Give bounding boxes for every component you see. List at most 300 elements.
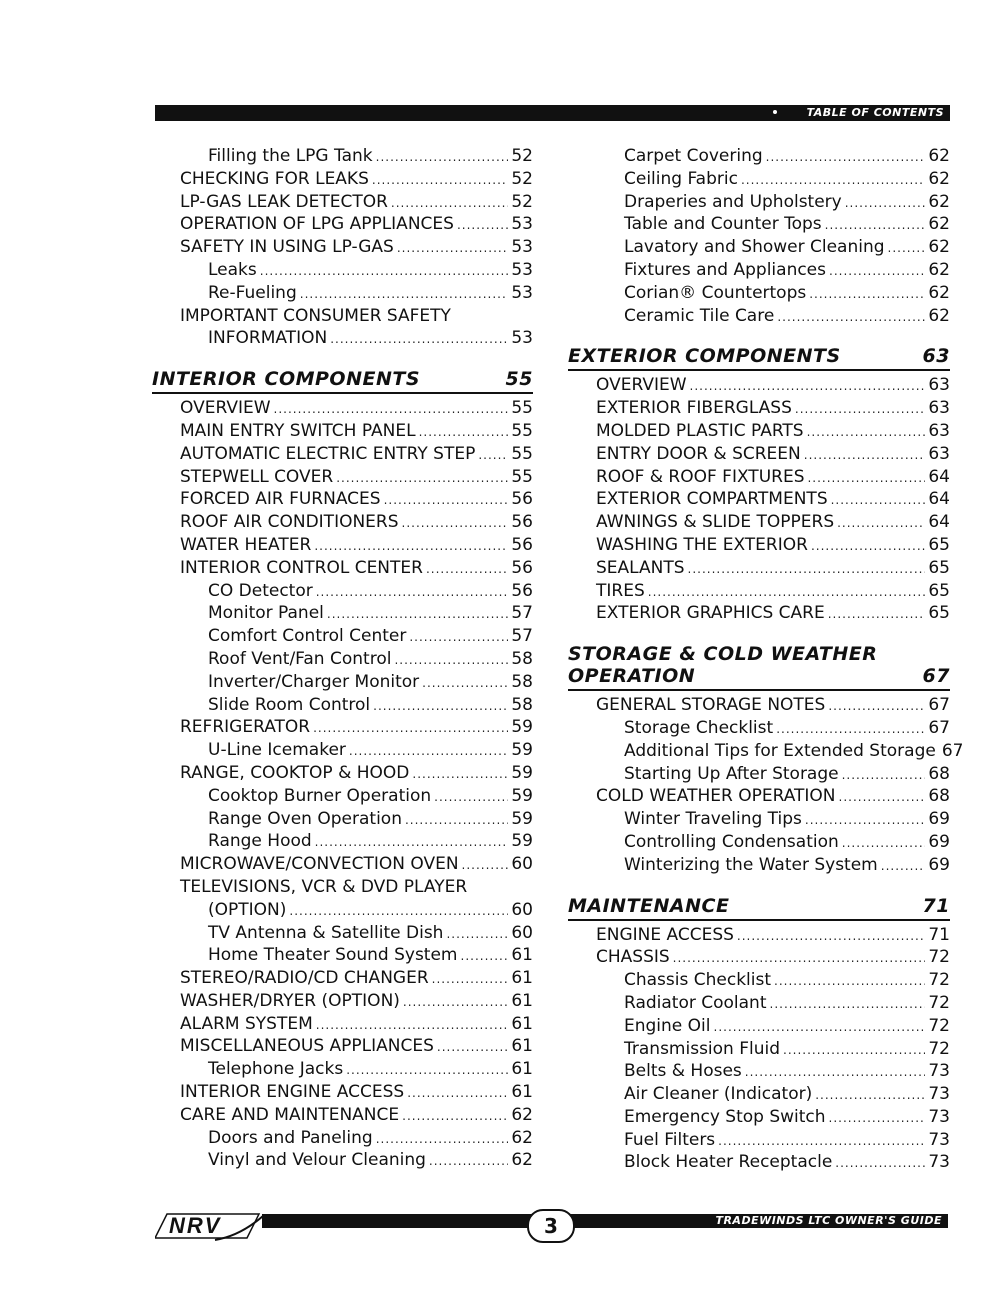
toc-entry-title: AWNINGS & SLIDE TOPPERS [596,512,835,533]
toc-entry-page: 69 [928,854,950,875]
toc-entry [568,443,950,466]
toc-entry-title: Carpet Covering [624,146,763,166]
toc-entry [568,168,950,191]
toc-entry-title: EXTERIOR FIBERGLASS [596,398,792,419]
right-entries [568,145,950,327]
toc-entry-page: 72 [928,1038,950,1059]
toc-entry [568,1106,950,1129]
toc-dot-leader [372,169,508,192]
exterior-title: EXTERIOR COMPONENTS [568,345,841,368]
toc-entry-page: 58 [511,671,533,692]
toc-dot-leader [690,375,926,398]
toc-entry-title: Belts & Hoses [624,1061,742,1082]
toc-entry-page: 67 [928,695,950,716]
toc-entry-title: STEPWELL COVER [180,466,334,487]
toc-entry-page: 61 [511,968,533,989]
toc-entry-page: 55 [511,420,533,441]
toc-dot-leader [828,603,926,626]
toc-entry-page: 62 [511,1127,533,1148]
toc-entry-page: 59 [511,717,533,738]
toc-entry-page: 55 [511,398,533,419]
storage-heading [568,643,950,687]
toc-entry [568,259,950,282]
toc-entry-page: 62 [511,1104,533,1125]
toc-entry-page: 73 [928,1152,950,1173]
interior-title: INTERIOR COMPONENTS [152,368,421,391]
toc-entry [152,899,533,922]
toc-entry-page: 72 [928,1015,950,1036]
toc-dot-leader [313,717,508,740]
toc-entry-title: EXTERIOR GRAPHICS CARE [596,603,825,624]
toc-entry [152,876,533,899]
toc-dot-leader [315,831,509,854]
toc-entry [568,602,950,625]
toc-dot-leader [837,512,925,535]
toc-entry-page: 63 [928,420,950,441]
toc-entry-page: 65 [928,557,950,578]
footer-bar [262,1214,948,1228]
toc-entry-page: 53 [511,282,533,303]
toc-entry-title: Air Cleaner (Indicator) [624,1084,813,1105]
toc-entry [568,1129,950,1152]
toc-entry [568,1060,950,1083]
toc-entry-page: 64 [928,466,950,487]
toc-entry [152,990,533,1013]
toc-entry-title: MICROWAVE/CONVECTION OVEN [180,854,459,875]
toc-entry-page: 61 [511,1059,533,1080]
toc-entry [152,785,533,808]
toc-entry [152,443,533,466]
toc-entry-title: LP-GAS LEAK DETECTOR [180,191,388,212]
toc-entry-title: ENGINE ACCESS [596,924,734,945]
toc-entry [152,282,533,305]
toc-entry [152,145,533,168]
toc-entry [568,946,950,969]
toc-dot-leader [407,1082,508,1105]
toc-dot-leader [829,260,925,283]
toc-dot-leader [376,1128,509,1151]
toc-entry-title: Telephone Jacks [208,1059,344,1080]
toc-entry-title: Engine Oil [624,1015,711,1036]
toc-entry [152,808,533,831]
toc-dot-leader [783,1039,925,1062]
toc-entry-page: 59 [511,740,533,761]
toc-dot-leader [462,854,509,877]
toc-dot-leader [422,672,508,695]
toc-entry-title: Home Theater Sound System [208,945,458,966]
toc-entry [152,511,533,534]
toc-dot-leader [373,695,508,718]
toc-dot-leader [809,283,925,306]
maintenance-rule [568,919,950,921]
toc-entry [152,967,533,990]
toc-entry [568,969,950,992]
left-entries [152,145,533,350]
toc-entry [152,694,533,717]
toc-dot-leader [419,421,509,444]
toc-entry [152,420,533,443]
toc-entry-page: 73 [928,1129,950,1150]
toc-entry-title: MOLDED PLASTIC PARTS [596,420,804,441]
toc-entry-title: CO Detector [208,580,313,601]
toc-entry [152,557,533,580]
toc-entry [152,1104,533,1127]
toc-dot-leader [405,809,508,832]
interior-page: 55 [505,368,533,391]
maintenance-section [568,895,950,1175]
toc-entry-page: 62 [928,168,950,189]
toc-entry [152,191,533,214]
toc-entry [568,374,950,397]
toc-entry-page: 56 [511,557,533,578]
toc-entry [568,145,950,168]
toc-entry-title: Table and Counter Tops [624,214,822,235]
toc-entry-page: 61 [511,945,533,966]
toc-dot-leader [391,192,508,215]
toc-entry-title: INTERIOR CONTROL CENTER [180,557,423,578]
toc-entry [152,1013,533,1036]
exterior-heading [568,345,950,367]
toc-entry-title: CARE AND MAINTENANCE [180,1104,400,1125]
toc-dot-leader [384,489,509,512]
toc-dot-leader [825,214,926,237]
toc-dot-leader [839,786,926,809]
toc-entry-title: Vinyl and Velour Cleaning [208,1150,426,1171]
toc-entry [568,1038,950,1061]
toc-entry [152,671,533,694]
toc-entry-page: 69 [928,809,950,830]
toc-entry [152,236,533,259]
toc-entry [568,854,950,877]
toc-entry-page: 56 [511,489,533,510]
toc-entry-title: OPERATION OF LPG APPLIANCES [180,214,454,235]
toc-dot-leader [777,306,925,329]
toc-entry-page: 72 [928,947,950,968]
toc-entry-page: 71 [928,924,950,945]
toc-entry-title: Filling the LPG Tank [208,146,373,166]
toc-entry-title: INFORMATION [208,328,328,349]
toc-entry-title: Starting Up After Storage [624,763,839,784]
toc-dot-leader [437,1036,508,1059]
toc-entry [568,282,950,305]
toc-entry [152,1035,533,1058]
exterior-rule [568,369,950,371]
toc-entry-title: WASHING THE EXTERIOR [596,534,808,555]
toc-entry-title: Slide Room Control [208,694,371,715]
toc-entry [568,785,950,808]
header-bar [155,105,950,121]
toc-entry [568,557,950,580]
toc-entry [568,397,950,420]
toc-entry-title: Ceramic Tile Care [624,305,775,326]
toc-dot-leader [807,467,925,490]
toc-entry-page: 58 [511,648,533,669]
toc-entry [152,762,533,785]
toc-entry-page: 62 [928,305,950,326]
toc-entry [152,1058,533,1081]
exterior-entries [568,374,950,625]
toc-entry-page: 67 [928,717,950,738]
toc-entry-page: 60 [511,922,533,943]
toc-entry [568,1151,950,1174]
toc-entry-page: 52 [511,191,533,212]
page-number: 3 [527,1209,575,1243]
toc-entry-title: Doors and Paneling [208,1127,373,1148]
toc-dot-leader [745,1061,926,1084]
toc-entry-page: 64 [928,489,950,510]
toc-dot-leader [688,558,926,581]
toc-entry-title: Fixtures and Appliances [624,259,826,280]
toc-dot-leader [805,809,925,832]
toc-dot-leader [831,489,926,512]
toc-entry-title: Lavatory and Shower Cleaning [624,237,885,258]
toc-entry-title: Inverter/Charger Monitor [208,671,420,692]
toc-dot-leader [807,421,926,444]
toc-entry-title: ALARM SYSTEM [180,1013,313,1034]
toc-entry-page: 56 [511,534,533,555]
toc-entry [568,191,950,214]
toc-entry-page: 59 [511,762,533,783]
toc-entry-page: 63 [928,375,950,396]
toc-entry-page: 57 [511,603,533,624]
toc-dot-leader [829,1107,926,1130]
toc-entry [568,534,950,557]
toc-entry-title: AUTOMATIC ELECTRIC ENTRY STEP [180,443,476,464]
toc-entry [568,694,950,717]
storage-page: 67 [922,665,950,688]
toc-dot-leader [835,1152,925,1175]
toc-entry-page: 69 [928,831,950,852]
toc-dot-leader [766,146,926,169]
toc-entry-page: 59 [511,808,533,829]
nrv-logo [155,1208,265,1242]
maintenance-entries [568,924,950,1175]
right-column [568,145,964,1174]
toc-entry [152,1127,533,1150]
header-title: TABLE OF CONTENTS [806,106,944,119]
storage-title-line2: OPERATION [568,665,696,688]
toc-entry [568,740,964,763]
toc-dot-leader [776,718,925,741]
toc-entry-page: 62 [928,191,950,212]
toc-entry-title: Storage Checklist [624,717,774,738]
toc-entry-page: 65 [928,534,950,555]
toc-entry-page: 61 [511,1036,533,1057]
toc-entry-page: 68 [928,763,950,784]
toc-dot-leader [402,1105,508,1128]
toc-entry-title: Emergency Stop Switch [624,1106,826,1127]
toc-entry-title: MISCELLANEOUS APPLIANCES [180,1036,434,1057]
toc-entry-page: 68 [928,786,950,807]
toc-entry-page: 53 [511,214,533,235]
toc-entry-title: Comfort Control Center [208,626,407,647]
storage-title-line2-row [568,665,950,687]
toc-entry-title: Draperies and Upholstery [624,191,842,212]
toc-dot-leader [397,237,509,260]
toc-dot-leader [403,991,508,1014]
toc-dot-leader [795,398,925,421]
toc-entry-page: 52 [511,168,533,189]
toc-dot-leader [412,763,508,786]
toc-dot-leader [349,740,508,763]
toc-entry [152,944,533,967]
toc-dot-leader [327,603,508,626]
toc-entry-title: U-Line Icemaker [208,740,346,761]
toc-entry-title: MAIN ENTRY SWITCH PANEL [180,420,416,441]
toc-entry [152,1149,533,1172]
toc-entry-page: 73 [928,1106,950,1127]
toc-dot-leader [842,764,926,787]
toc-entry [568,466,950,489]
toc-entry-title: Radiator Coolant [624,992,767,1013]
toc-dot-leader [394,649,508,672]
toc-entry-page: 52 [511,146,533,166]
toc-dot-leader [330,328,508,351]
toc-dot-leader [741,169,925,192]
maintenance-heading [568,895,950,917]
toc-dot-leader [316,1014,509,1037]
toc-entry-title: SEALANTS [596,557,685,578]
toc-entry-title: (OPTION) [208,899,287,920]
toc-entry-page: 63 [928,398,950,419]
toc-entry-title: Re-Fueling [208,282,297,303]
toc-dot-leader [478,444,508,467]
toc-dot-leader [770,993,926,1016]
toc-dot-leader [881,855,926,878]
toc-entry-page: 65 [928,580,950,601]
toc-entry-title: COLD WEATHER OPERATION [596,786,836,807]
maintenance-title: MAINTENANCE [568,894,730,917]
toc-entry-title: Range Hood [208,831,312,852]
toc-dot-leader [714,1016,926,1039]
toc-entry [152,648,533,671]
toc-dot-leader [289,900,508,923]
toc-entry-title: INTERIOR ENGINE ACCESS [180,1082,405,1103]
toc-entry-page: 72 [928,970,950,991]
toc-entry-title: Block Heater Receptacle [624,1152,833,1173]
toc-entry [568,1015,950,1038]
toc-entry [568,1083,950,1106]
interior-entries [152,397,533,1172]
toc-entry-page: 73 [928,1084,950,1105]
toc-entry [152,1081,533,1104]
toc-entry-page: 63 [928,443,950,464]
toc-entry-title: Controlling Condensation [624,831,839,852]
toc-dot-leader [426,558,508,581]
toc-entry-title: Chassis Checklist [624,970,772,991]
interior-section [152,368,533,1172]
toc-entry-title: Leaks [208,259,257,280]
toc-entry-title: CHASSIS [596,947,670,968]
exterior-page: 63 [922,345,950,368]
toc-entry-page: 58 [511,694,533,715]
toc-dot-leader [811,535,925,558]
toc-entry [568,717,950,740]
toc-entry-title: Winter Traveling Tips [624,809,802,830]
toc-entry [568,924,950,947]
toc-entry [152,259,533,282]
toc-entry-title: Fuel Filters [624,1129,716,1150]
toc-entry [568,831,950,854]
toc-entry-title: Monitor Panel [208,603,324,624]
toc-entry-page: 53 [511,237,533,258]
toc-entry-page: 62 [928,237,950,258]
toc-entry [568,213,950,236]
toc-entry-page: 55 [511,443,533,464]
toc-entry-page: 62 [928,214,950,235]
toc-dot-leader [461,945,509,968]
toc-entry-title: Ceiling Fabric [624,168,738,189]
toc-dot-leader [314,535,508,558]
toc-dot-leader [673,947,926,970]
toc-entry-title: Corian® Countertops [624,282,807,303]
footer-title: TRADEWINDS LTC OWNER'S GUIDE [715,1214,942,1227]
toc-dot-leader [815,1084,925,1107]
toc-entry [568,305,950,328]
toc-dot-leader [774,970,925,993]
toc-entry [568,236,950,259]
toc-entry-title: Range Oven Operation [208,808,402,829]
toc-entry-page: 61 [511,1082,533,1103]
toc-dot-leader [648,581,926,604]
toc-entry-page: 61 [511,990,533,1011]
toc-dot-leader [336,467,508,490]
toc-entry-page: 53 [511,328,533,349]
toc-dot-leader [316,581,509,604]
toc-entry [568,808,950,831]
toc-entry-title: SAFETY IN USING LP-GAS [180,237,394,258]
header-dot [773,110,777,114]
toc-dot-leader [402,512,509,535]
toc-entry-title: FORCED AIR FURNACES [180,489,381,510]
toc-entry-title: Transmission Fluid [624,1038,781,1059]
toc-entry-title: OVERVIEW [180,398,271,419]
toc-entry-title: EXTERIOR COMPARTMENTS [596,489,828,510]
toc-entry [152,739,533,762]
toc-entry [152,305,533,328]
toc-entry-title: REFRIGERATOR [180,717,311,738]
toc-entry-page: 56 [511,512,533,533]
toc-entry [152,853,533,876]
toc-dot-leader [260,260,509,283]
storage-rule [568,689,950,691]
left-column [152,145,533,1172]
toc-entry-page: 64 [928,512,950,533]
toc-entry-page: 56 [511,580,533,601]
toc-entry [152,327,533,350]
toc-entry-title: Additional Tips for Extended Storage [624,740,936,761]
toc-entry [152,580,533,603]
toc-dot-leader [429,1150,508,1173]
logo-text: NRV [169,1213,222,1238]
toc-entry-title: TV Antenna & Satellite Dish [208,922,444,943]
toc-entry [152,466,533,489]
toc-entry-title: CHECKING FOR LEAKS [180,168,369,189]
toc-entry [152,168,533,191]
toc-entry-page: 55 [511,466,533,487]
toc-entry-page: 72 [928,992,950,1013]
toc-dot-leader [828,695,925,718]
toc-dot-leader [300,283,509,306]
toc-dot-leader [446,923,508,946]
storage-entries [568,694,964,876]
toc-dot-leader [845,192,926,215]
toc-entry-page: 59 [511,785,533,806]
toc-entry [152,213,533,236]
toc-entry-title: STEREO/RADIO/CD CHANGER [180,968,429,989]
toc-entry [152,830,533,853]
toc-dot-leader [804,444,926,467]
